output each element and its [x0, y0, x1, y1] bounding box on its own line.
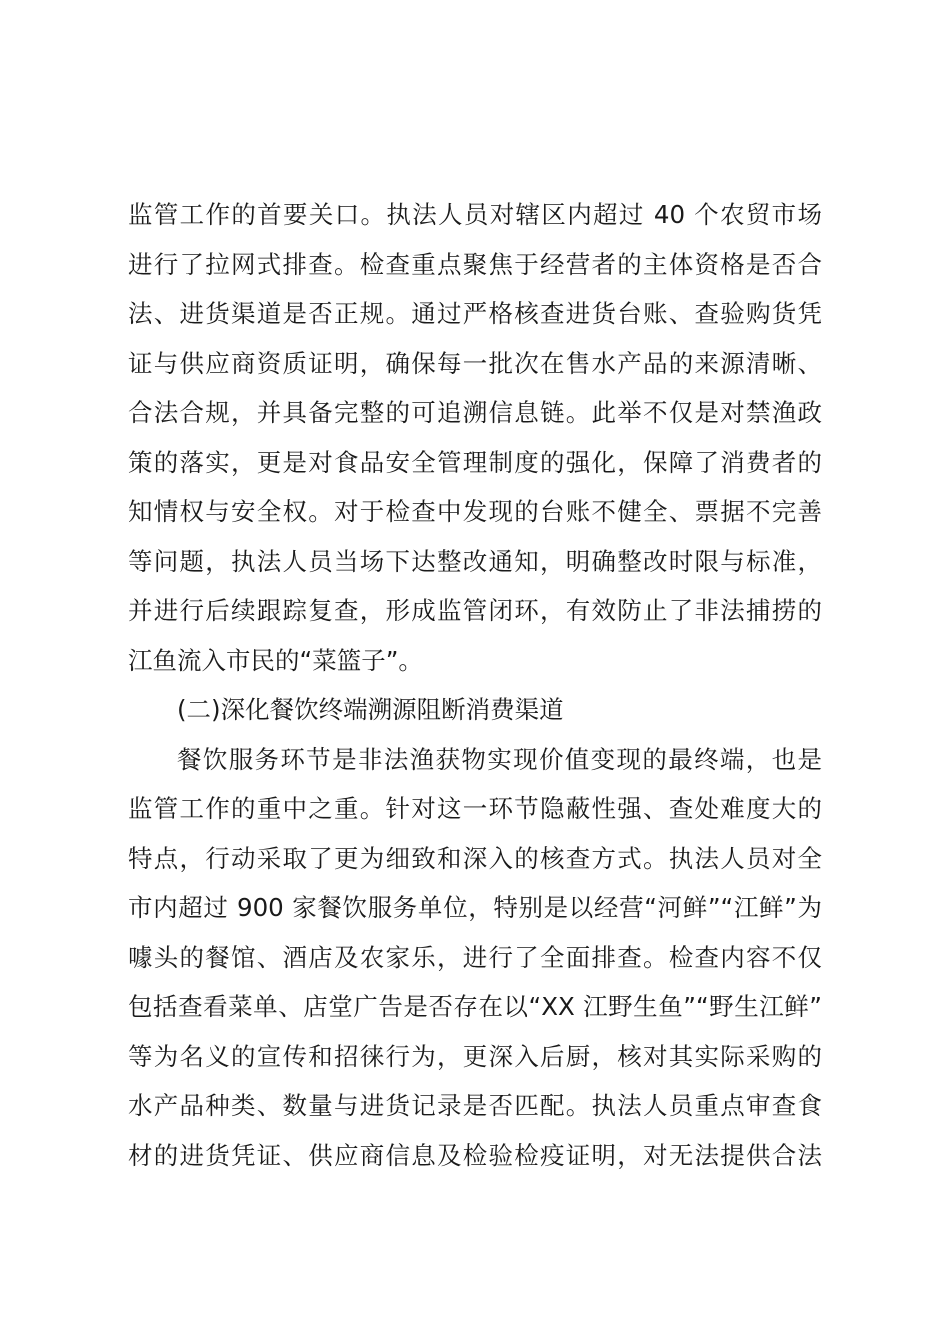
text-line: 进行了拉网式排查。检查重点聚焦于经营者的主体资格是否合 — [128, 249, 822, 279]
text-line: 策的落实，更是对食品安全管理制度的强化，保障了消费者的 — [128, 447, 822, 477]
text-line: 水产品种类、数量与进货记录是否匹配。执法人员重点审查食 — [128, 1091, 822, 1120]
text-line: 餐饮服务环节是非法渔获物实现价值变现的最终端，也是 — [177, 744, 822, 774]
text-line: 江鱼流入市民的“菜篮子”。 — [128, 645, 423, 675]
paragraph-market-inspection — [128, 190, 822, 685]
text-line: 监管工作的重中之重。针对这一环节隐蔽性强、查处难度大的 — [128, 794, 822, 823]
text-line: 材的进货凭证、供应商信息及检验检疫证明，对无法提供合法 — [128, 1140, 822, 1170]
text-line: 法、进货渠道是否正规。通过严格核查进货台账、查验购货凭 — [128, 299, 822, 328]
text-line: 特点，行动采取了更为细致和深入的核查方式。执法人员对全 — [128, 843, 822, 873]
document-body — [128, 190, 822, 1180]
text-line: 等为名义的宣传和招徕行为，更深入后厨，核对其实际采购的 — [128, 1041, 822, 1071]
text-line: 监管工作的首要关口。执法人员对辖区内超过 40 个农贸市场 — [128, 200, 822, 229]
section-heading: (二)深化餐饮终端溯源阻断消费渠道 — [177, 695, 564, 724]
text-line: 证与供应商资质证明，确保每一批次在售水产品的来源清晰、 — [128, 348, 822, 378]
text-line: 市内超过 900 家餐饮服务单位，特别是以经营“河鲜”“江鲜”为 — [128, 893, 822, 922]
text-line: 等问题，执法人员当场下达整改通知，明确整改时限与标准， — [128, 546, 822, 576]
text-line: 包括查看菜单、店堂广告是否存在以“XX 江野生鱼”“野生江鲜” — [128, 992, 822, 1021]
text-line: 噱头的餐馆、酒店及农家乐，进行了全面排查。检查内容不仅 — [128, 942, 822, 972]
text-line: 并进行后续跟踪复查，形成监管闭环，有效防止了非法捕捞的 — [128, 596, 822, 625]
text-line: 合法合规，并具备完整的可追溯信息链。此举不仅是对禁渔政 — [128, 398, 822, 427]
paragraph-catering-inspection — [128, 735, 822, 1181]
text-line: 知情权与安全权。对于检查中发现的台账不健全、票据不完善 — [128, 497, 822, 526]
